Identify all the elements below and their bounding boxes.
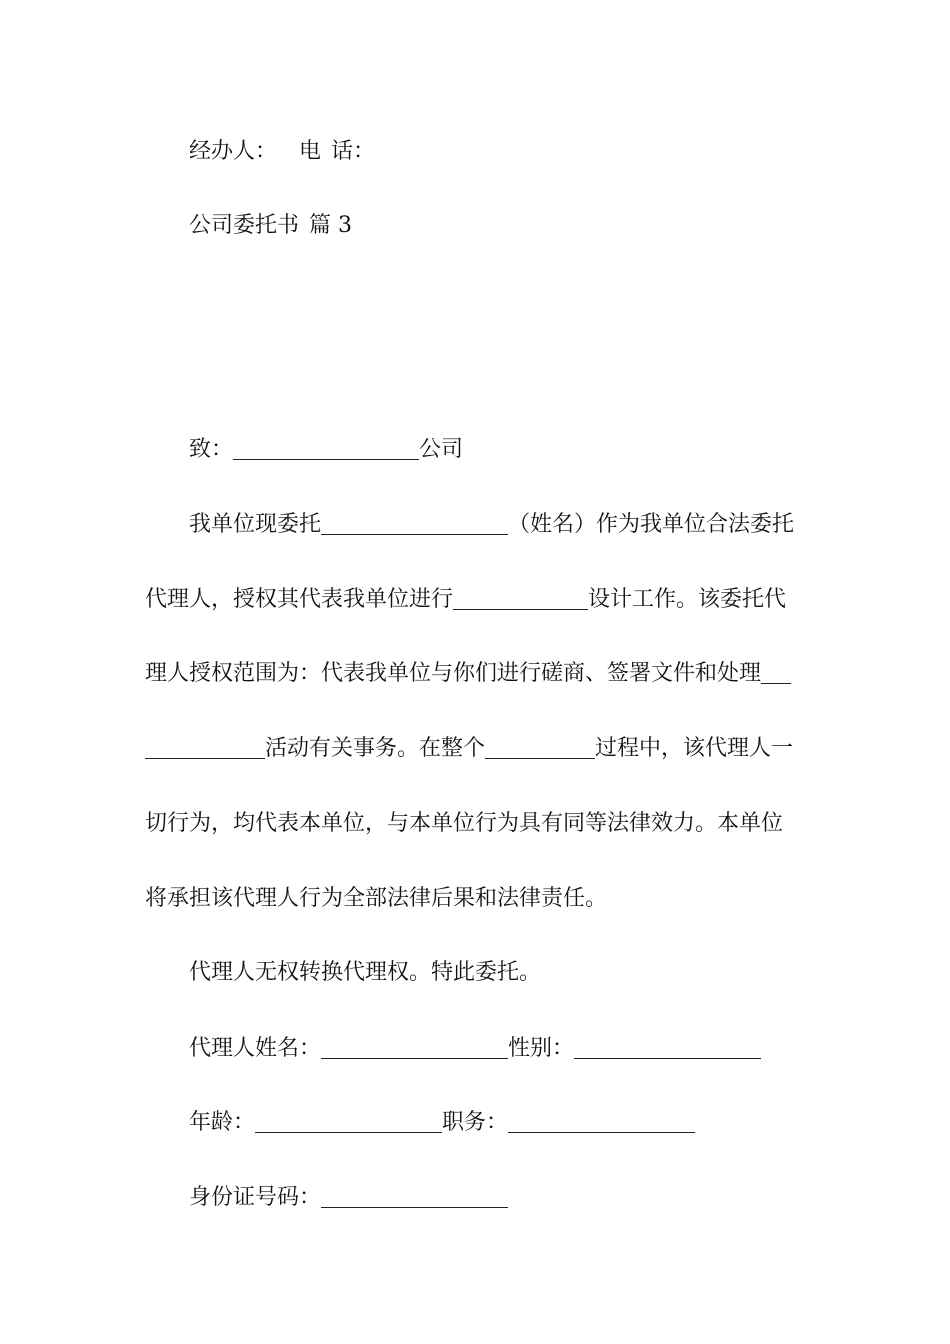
phone-label-part1: 电 <box>299 139 322 164</box>
agent-name-blank <box>321 512 508 535</box>
handler-label: 经办人： <box>189 139 278 164</box>
phone-label-part2: 话： <box>331 139 376 164</box>
company-blank <box>233 437 419 460</box>
body-text: 将承担该代理人行为全部法律后果和法律责任。 <box>145 886 608 911</box>
activity-blank-start <box>761 661 791 684</box>
no-transfer-line <box>189 958 541 988</box>
body-line-6 <box>145 884 607 914</box>
body-text: 活动有关事务。在整个 <box>265 736 486 761</box>
age-position-line <box>189 1108 695 1138</box>
company-suffix: 公司 <box>419 437 464 462</box>
section-title-text: 公司委托书 <box>189 213 300 238</box>
gender-field[interactable] <box>574 1036 761 1059</box>
body-line-5 <box>145 809 783 839</box>
id-line <box>189 1183 508 1213</box>
body-text: （姓名）作为我单位合法委托 <box>508 512 795 537</box>
body-text: 过程中，该代理人一 <box>595 736 794 761</box>
body-text: 切行为，均代表本单位，与本单位行为具有同等法律效力。本单位 <box>145 811 784 836</box>
section-title <box>189 211 352 241</box>
body-text: 设计工作。该委托代 <box>588 587 787 612</box>
agent-name-label: 代理人姓名： <box>189 1036 322 1061</box>
body-text: 代理人，授权其代表我单位进行 <box>145 587 454 612</box>
agent-name-field[interactable] <box>321 1036 508 1059</box>
process-blank <box>485 736 595 759</box>
body-line-1 <box>189 510 794 540</box>
position-label: 职务： <box>442 1110 509 1135</box>
id-label: 身份证号码： <box>189 1185 322 1210</box>
salutation-line <box>189 435 463 465</box>
id-field[interactable] <box>321 1185 508 1208</box>
work-blank <box>453 587 588 610</box>
body-text: 我单位现委托 <box>189 512 322 537</box>
age-label: 年龄： <box>189 1110 256 1135</box>
body-line-4 <box>145 734 793 764</box>
position-field[interactable] <box>508 1110 695 1133</box>
age-field[interactable] <box>255 1110 442 1133</box>
body-text: 理人授权范围为：代表我单位与你们进行磋商、签署文件和处理 <box>145 661 762 686</box>
body-line-3 <box>145 659 791 689</box>
activity-blank-end <box>145 736 265 759</box>
handler-phone-line <box>189 137 375 167</box>
body-line-2 <box>145 585 786 615</box>
body-text: 代理人无权转换代理权。特此委托。 <box>189 960 542 985</box>
agent-gender-line <box>189 1034 761 1064</box>
to-label: 致： <box>189 437 234 462</box>
section-number: 篇 3 <box>309 213 353 238</box>
gender-label: 性别： <box>508 1036 575 1061</box>
